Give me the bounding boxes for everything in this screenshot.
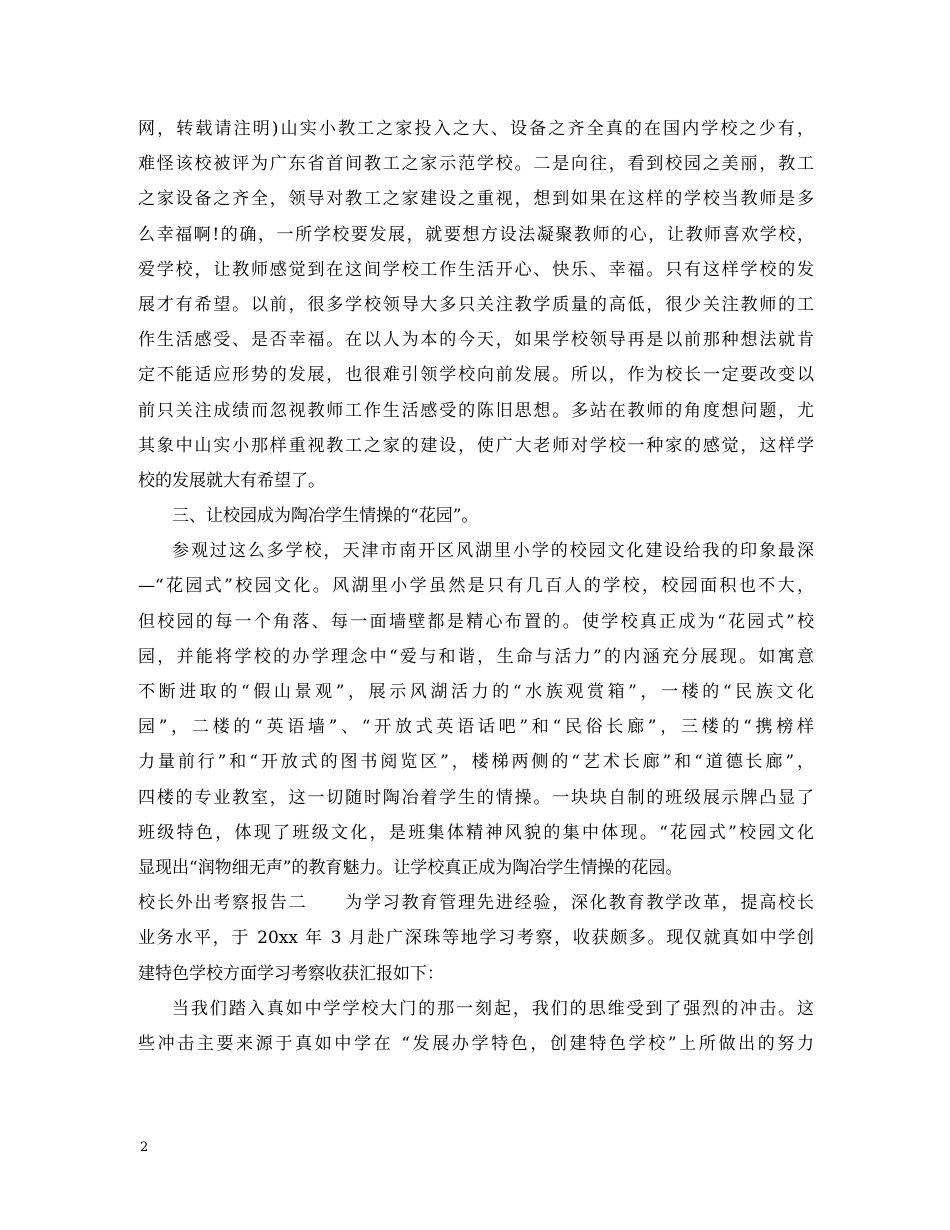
text-line: 显现出“润物细无声”的教育魅力。让学校真正成为陶冶学生情操的花园。 [138, 857, 683, 878]
text-line: 三、让校园成为陶冶学生情操的“花园”。 [172, 506, 479, 527]
text-line: 参观过这么多学校，天津市南开区风湖里小学的校园文化建设给我的印象最深 [172, 541, 814, 562]
text-line: 班级特色，体现了班级文化，是班集体精神风貌的集中体现。“花园式”校园文化 [138, 822, 814, 843]
text-line: 四楼的专业教室，这一切随时陶冶着学生的情操。一块块自制的班级展示牌凸显了 [138, 787, 814, 808]
text-line: 力量前行”和“开放式的图书阅览区”，楼梯两侧的“艺术长廊”和“道德长廊”， [138, 752, 814, 773]
text-line: 些冲击主要来源于真如中学在 “发展办学特色，创建特色学校”上所做出的努力 [138, 1033, 814, 1054]
text-line: 作生活感受、是否幸福。在以人为本的今天，如果学校领导再是以前那种想法就肯 [138, 330, 814, 351]
text-line: 难怪该校被评为广东省首间教工之家示范学校。二是向往，看到校园之美丽，教工 [138, 154, 814, 175]
text-line: —“花园式”校园文化。风湖里小学虽然是只有几百人的学校，校园面积也不大， [138, 576, 814, 597]
text-line: 定不能适应形势的发展，也很难引领学校向前发展。所以，作为校长一定要改变以 [138, 365, 814, 386]
text-line: 校长外出考察报告二 为学习教育管理先进经验，深化教育教学改革，提高校长 [138, 893, 814, 914]
text-line: 业务水平，于 20xx 年 3 月赴广深珠等地学习考察，收获颇多。现仅就真如中学创 [138, 928, 814, 949]
text-line: 展才有希望。以前，很多学校领导大多只关注教学质量的高低，很少关注教师的工 [138, 294, 814, 315]
text-line: 网，转载请注明)山实小教工之家投入之大、设备之齐全真的在国内学校之少有， [138, 119, 814, 139]
text-line: 爱学校，让教师感觉到在这间学校工作生活开心、快乐、幸福。只有这样学校的发 [138, 259, 814, 280]
text-line: 之家设备之齐全，领导对教工之家建设之重视，想到如果在这样的学校当教师是多 [138, 189, 814, 210]
page-number: 2 [140, 1140, 149, 1155]
text-line: 园，并能将学校的办学理念中“爱与和谐，生命与活力”的内涵充分展现。如寓意 [138, 646, 814, 667]
text-line: 么幸福啊!的确，一所学校要发展，就要想方设法凝聚教师的心，让教师喜欢学校， [138, 224, 814, 245]
text-line: 当我们踏入真如中学学校大门的那一刻起，我们的思维受到了强烈的冲击。这 [172, 998, 814, 1019]
text-line: 校的发展就大有希望了。 [138, 470, 325, 491]
text-line: 前只关注成绩而忽视教师工作生活感受的陈旧思想。多站在教师的角度想问题，尤 [138, 400, 814, 421]
text-line: 不断进取的“假山景观”，展示风湖活力的“水族观赏箱”，一楼的“民族文化 [138, 682, 814, 702]
text-line: 建特色学校方面学习考察收获汇报如下： [138, 963, 444, 984]
text-line: 园”，二楼的“英语墙”、“开放式英语话吧”和“民俗长廊”，三楼的“携榜样 [138, 717, 814, 738]
document-body [138, 112, 814, 1062]
text-line: 但校园的每一个角落、每一面墙壁都是精心布置的。使学校真正成为“花园式”校 [138, 611, 814, 632]
text-line: 其象中山实小那样重视教工之家的建设，使广大老师对学校一种家的感觉，这样学 [138, 435, 814, 456]
